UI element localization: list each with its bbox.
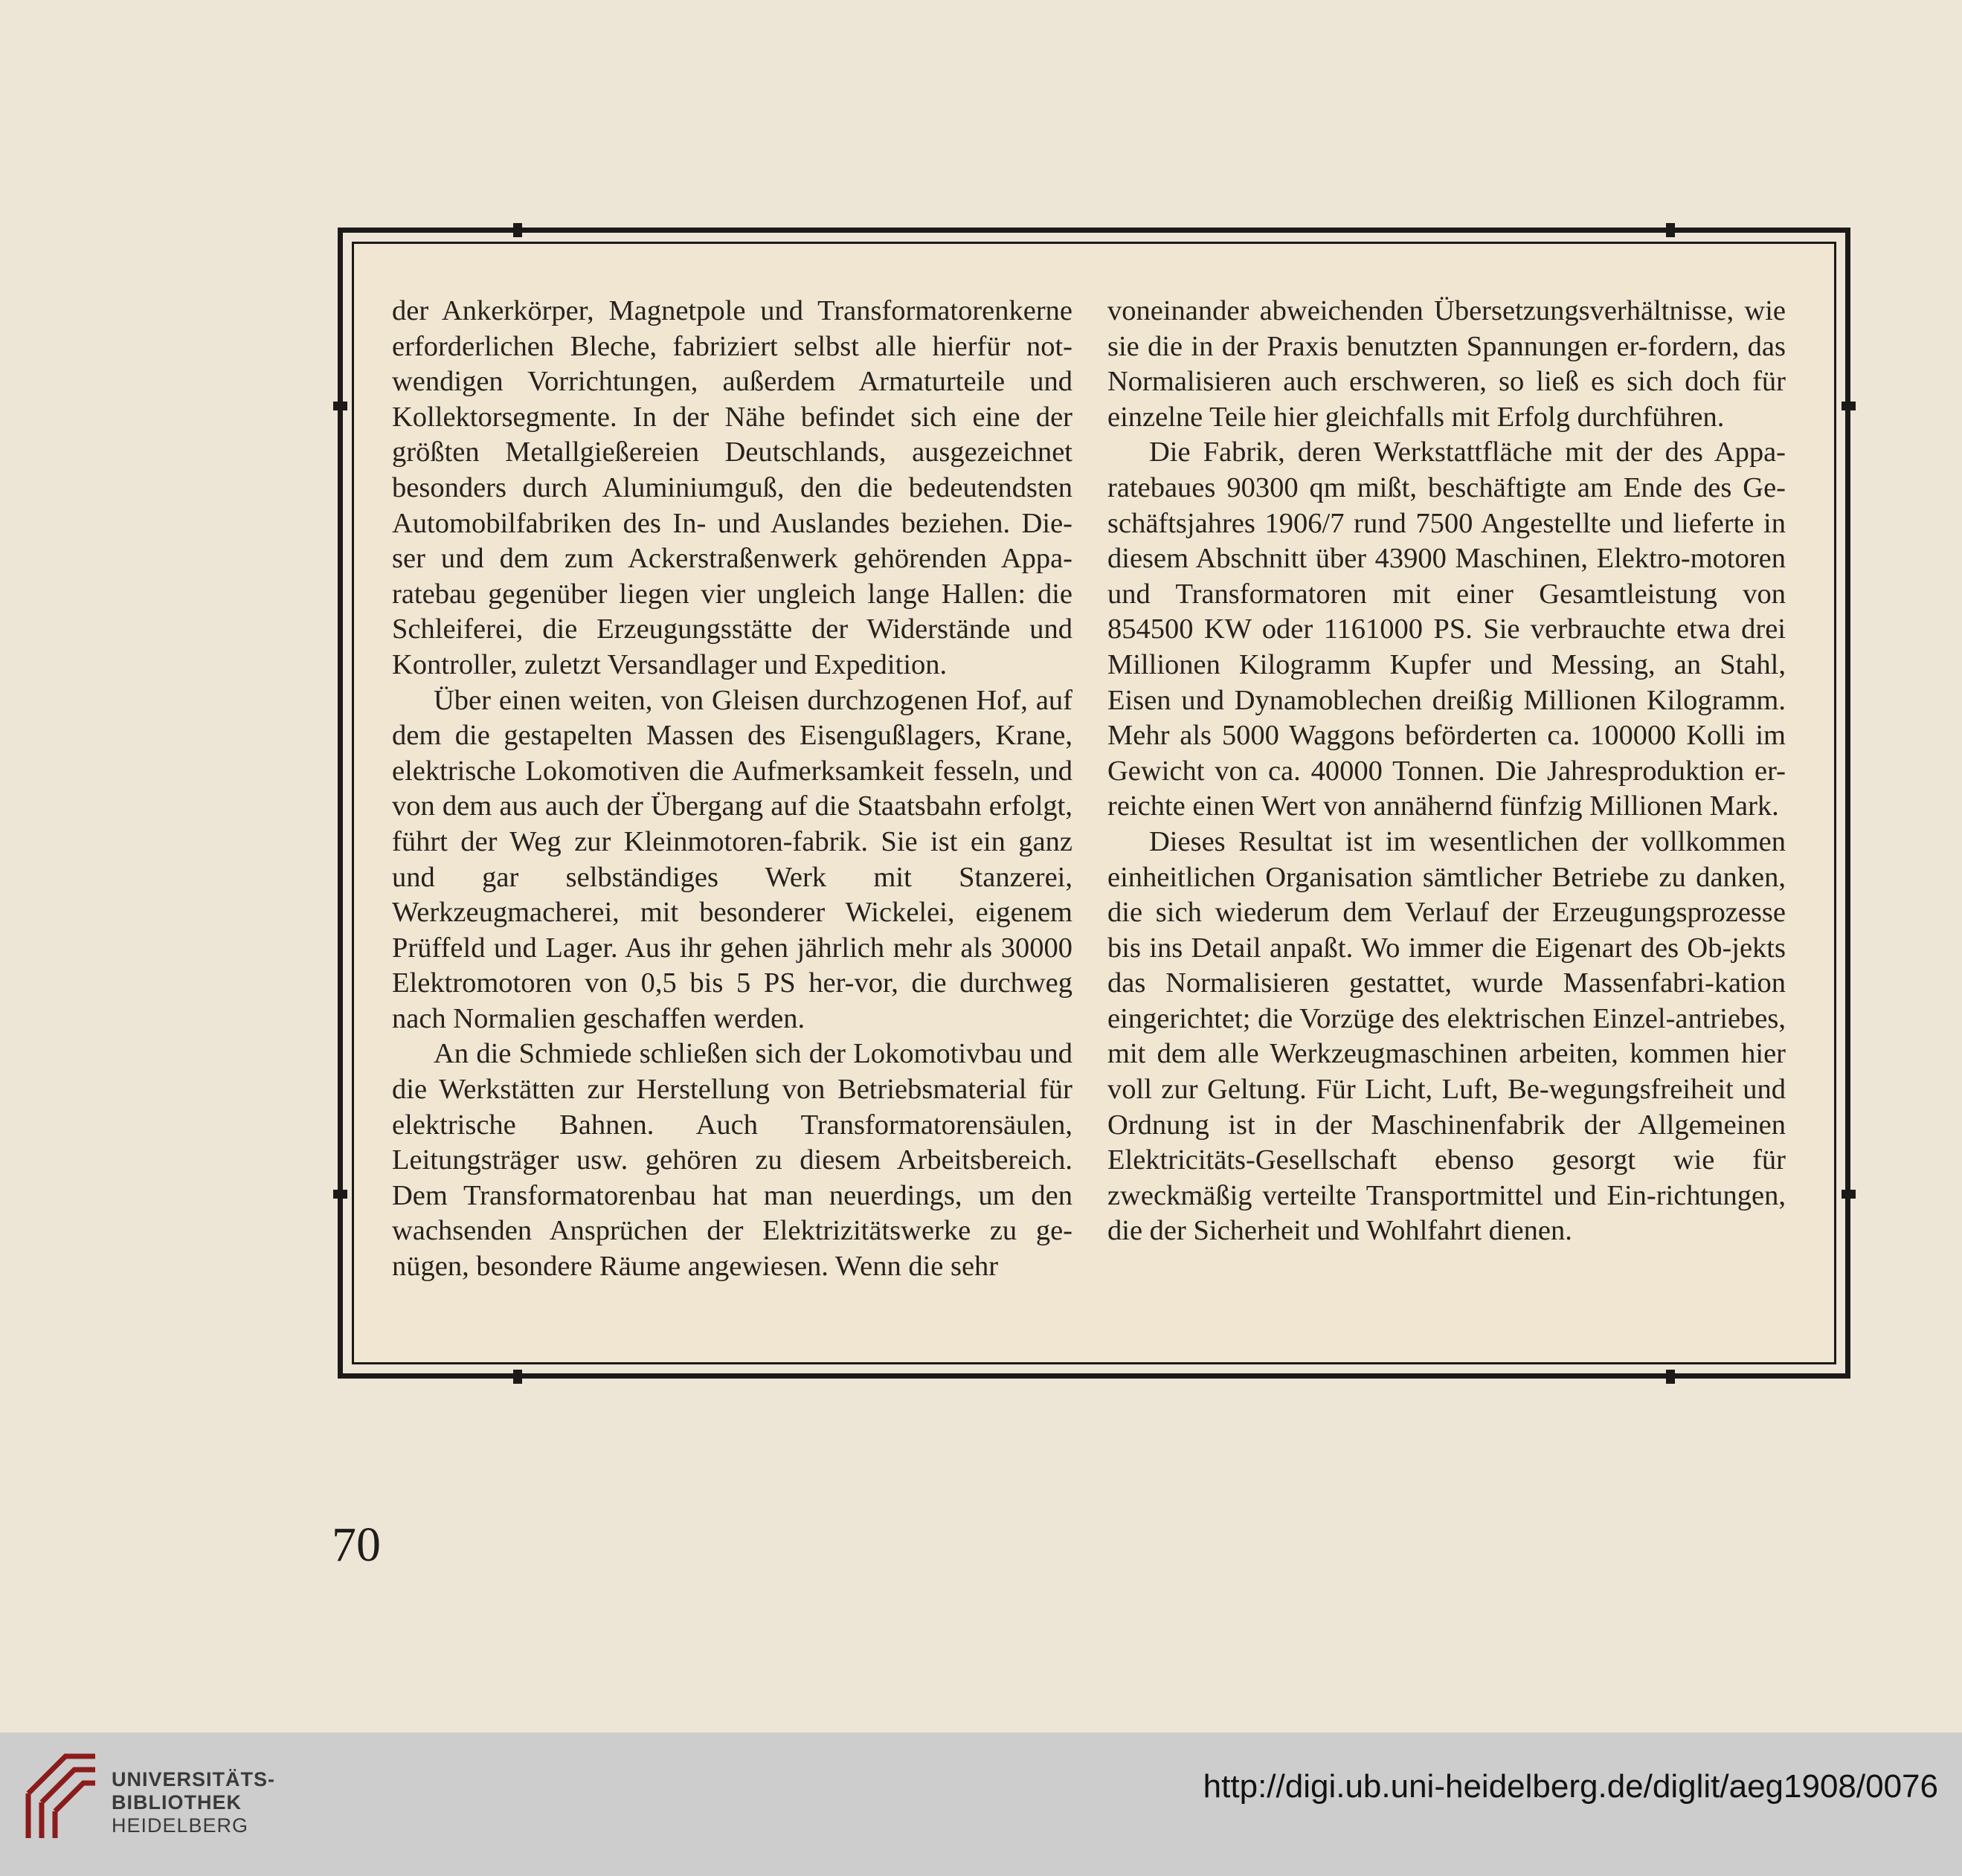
page-number: 70 [332,1518,381,1572]
paragraph: Die Fabrik, deren Werkstattfläche mit der des Appa-ratebaues 90300 qm mißt, beschäftigte am Ende des Ge-schäftsjahres 1906/7 rund 7500 Angestellte und lieferte in diesem Abschnitt über 43900 Maschinen, Elektro-motoren und Transformatoren mit einer Gesamtleistung von 854500 KW oder 1161000 PS. Sie verbrauchte etwa drei Millionen Kilogramm Kupfer und Messing, an Stahl, Eisen und Dynamoblechen dreißig Millionen Kilogramm. Mehr als 5000 Waggons beförderten ca. 100000 Kolli im Gewicht von ca. 40000 Tonnen. Die Jahresproduktion er-reichte einen Wert von annähernd fünfzig Millionen Mark. [1107,436,1786,822]
left-text-column [392,294,1072,1285]
frame-ornament [513,1370,522,1384]
paragraph: Über einen weiten, von Gleisen durchzogenen Hof, auf dem die gestapelten Massen des Eisengußlagers, Krane, elektrische Lokomotiven die Aufmerksamkeit fesseln, und von dem aus auch der Übergang auf die Staatsbahn erfolgt, führt der Weg zur Kleinmotoren-fabrik. Sie ist ein ganz und gar selbständiges Werk mit Stanzerei, Werkzeugmacherei, mit besonderer Wickelei, eigenem Prüffeld und Lager. Aus ihr gehen jährlich mehr als 30000 Elektromotoren von 0,5 bis 5 PS her-vor, die durchweg nach Normalien geschaffen werden. [392,684,1072,1034]
source-url-link[interactable]: http://digi.ub.uni-heidelberg.de/diglit/aeg1908/0076 [1203,1768,1938,1805]
paragraph: An die Schmiede schließen sich der Lokomotivbau und die Werkstätten zur Herstellung von Betriebsmaterial für elektrische Bahnen. Auch Transformatorensäulen, Leitungsträger usw. gehören zu diesem Arbeitsbereich. Dem Transformatorenbau hat man neuerdings, um den wachsenden Ansprüchen der Elektrizitätswerke zu ge-nügen, besondere Räume angewiesen. Wenn die sehr [392,1038,1072,1283]
library-name-line: UNIVERSITÄTS- [112,1768,276,1790]
paragraph: voneinander abweichenden Übersetzungsverhältnisse, wie sie die in der Praxis benutzten Spannungen er-fordern, das Normalisieren auch erschweren, so ließ es sich doch für einzelne Teile hier gleichfalls mit Erfolg durchführen. [1107,295,1786,433]
university-library-logo-icon [21,1749,101,1846]
frame-ornament [1666,1370,1675,1384]
right-text-column [1107,294,1786,1249]
library-name-line: BIBLIOTHEK [112,1791,242,1814]
library-name-line: HEIDELBERG [112,1814,249,1837]
paragraph: Dieses Resultat ist im wesentlichen der vollkommen einheitlichen Organisation sämtlicher Betriebe zu danken, die sich wiederum dem Verlauf der Erzeugungsprozesse bis ins Detail anpaßt. Wo immer die Eigenart des Ob-jekts das Normalisieren gestattet, wurde Massenfabri-kation eingerichtet; die Vorzüge des elektrischen Einzel-antriebes, mit dem alle Werkzeugmaschinen arbeiten, kommen hier voll zur Geltung. Für Licht, Luft, Be-wegungsfreiheit und Ordnung ist in der Maschinenfabrik der Allgemeinen Elektricitäts-Gesellschaft ebenso gesorgt wie für zweckmäßig verteilte Transportmittel und Ein-richtungen, die der Sicherheit und Wohlfahrt dienen. [1107,825,1786,1247]
library-name [112,1768,275,1837]
frame-ornament [333,1190,347,1199]
frame-ornament [1666,223,1675,237]
frame-ornament [1842,402,1856,410]
frame-ornament [333,402,347,410]
paragraph: der Ankerkörper, Magnetpole und Transformatorenkerne erforderlichen Bleche, fabriziert selbst alle hierfür not-wendigen Vorrichtungen, außerdem Armaturteile und Kollektorsegmente. In der Nähe befindet sich eine der größten Metallgießereien Deutschlands, ausgezeichnet besonders durch Aluminiumguß, den die bedeutendsten Automobilfabriken des In- und Auslandes beziehen. Die-ser und dem zum Ackerstraßenwerk gehörenden Appa-ratebau gegenüber liegen vier ungleich lange Hallen: die Schleiferei, die Erzeugungsstätte der Widerstände und Kontroller, zuletzt Versandlager und Expedition. [392,295,1072,680]
frame-ornament [1842,1190,1856,1199]
frame-ornament [513,223,522,237]
